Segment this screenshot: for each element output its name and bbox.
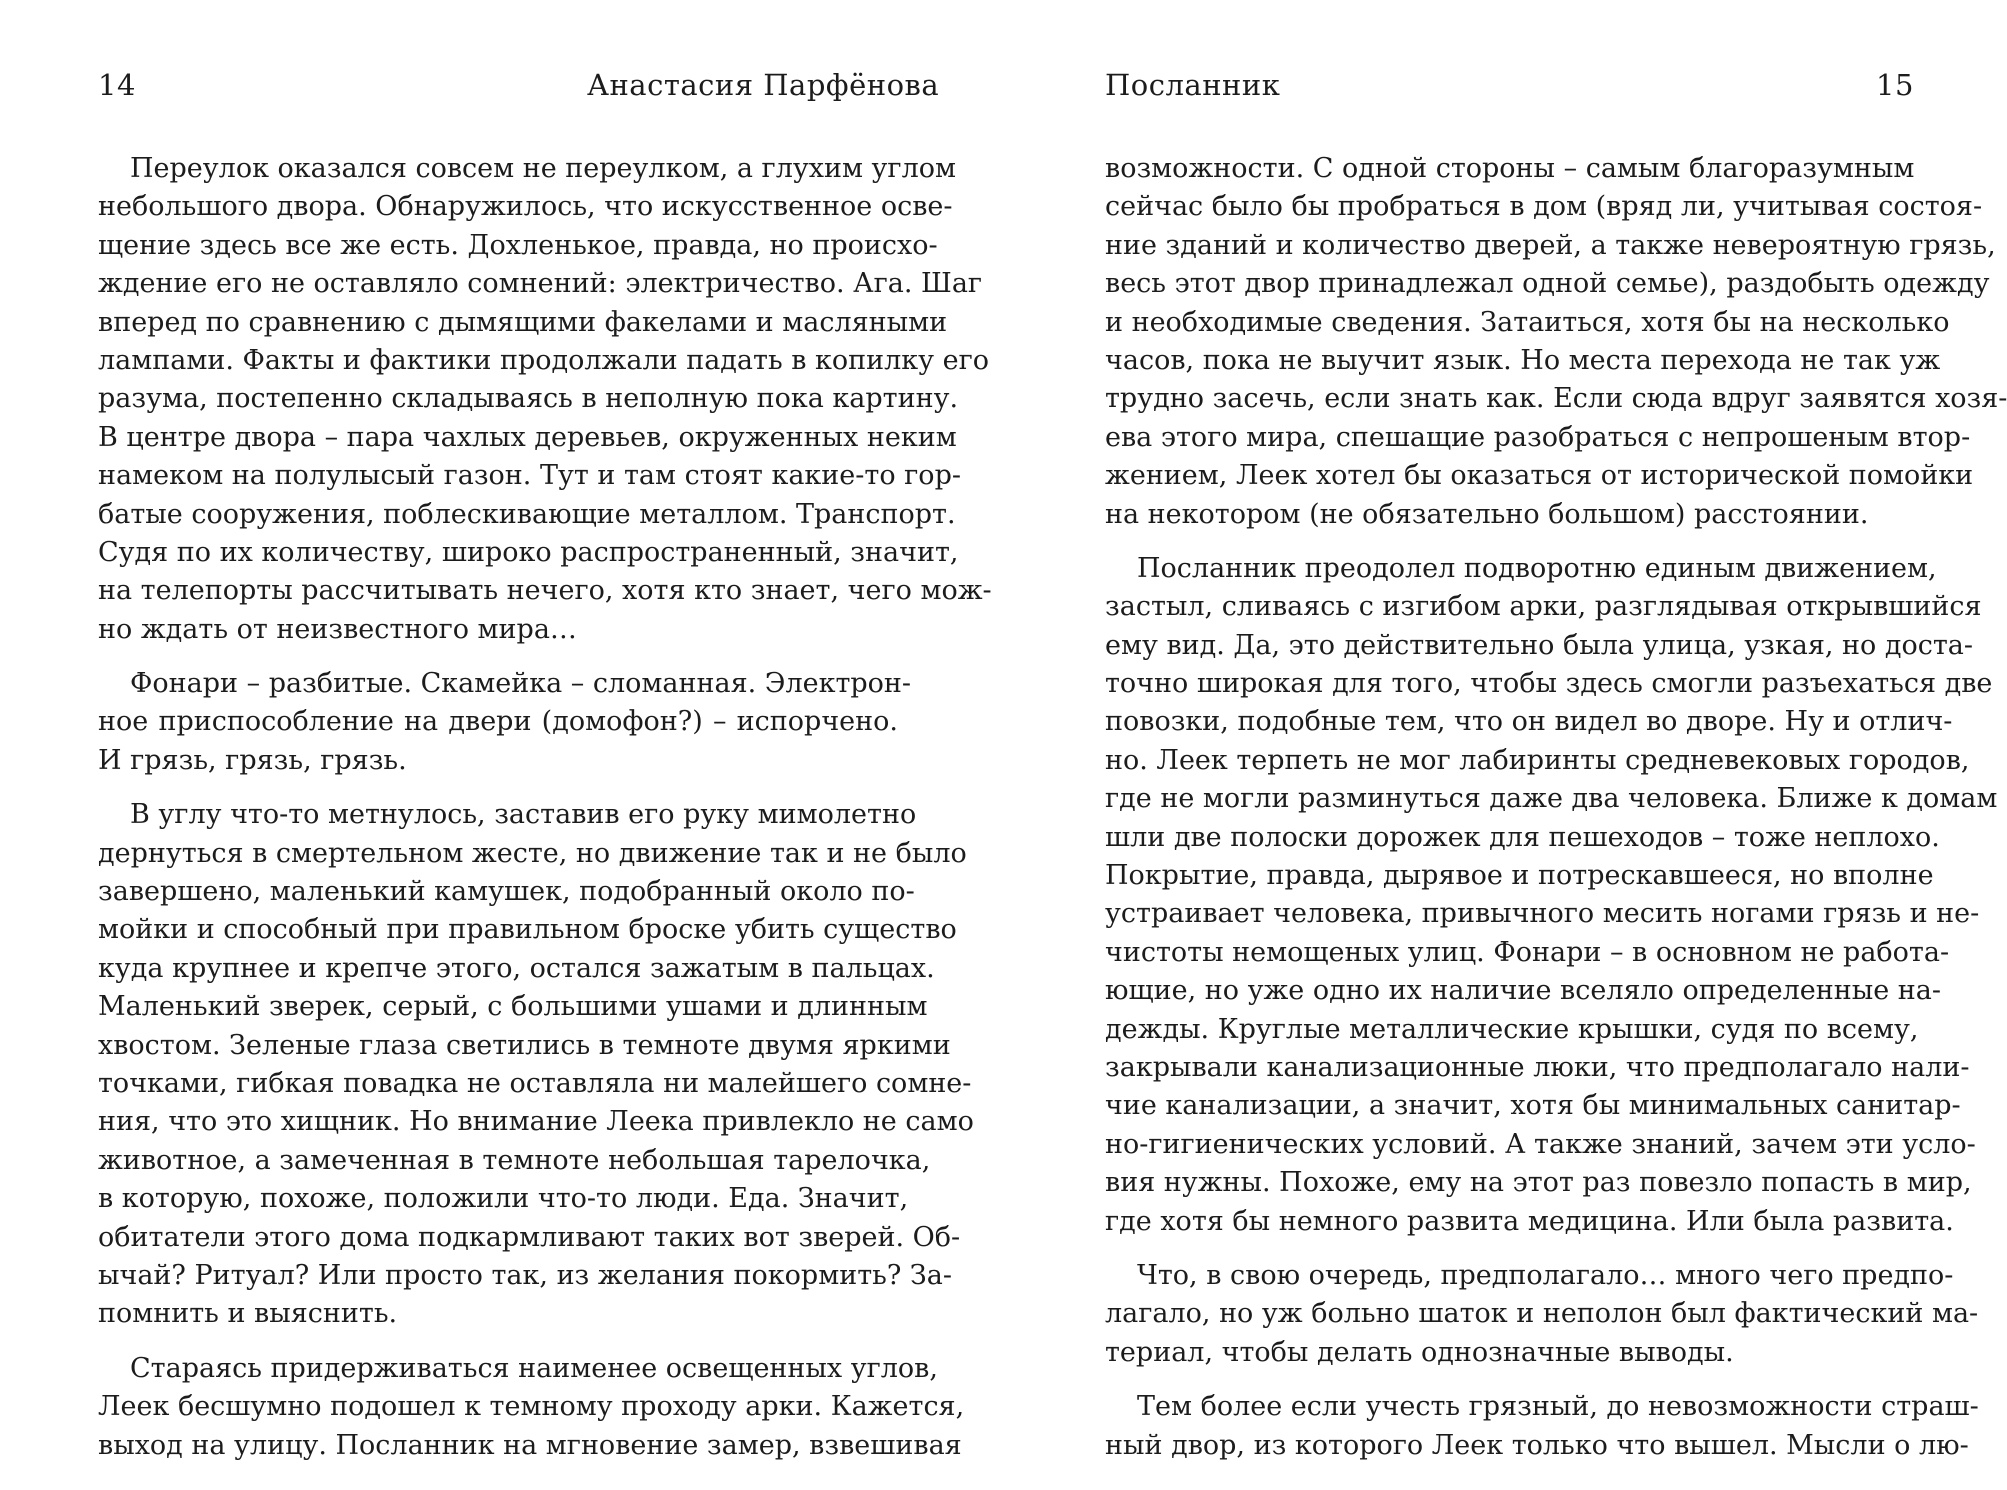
right-page	[1000, 0, 2007, 1490]
text-line: ный двор, из которого Леек только что вышел. Мысли о лю-	[1105, 1429, 1969, 1461]
text-line: ние зданий и количество дверей, а также невероятную грязь,	[1105, 229, 1996, 261]
text-line: точками, гибкая повадка не оставляла ни малейшего сомне-	[98, 1067, 972, 1099]
text-line: на некотором (не обязательно большом) расстоянии.	[1105, 498, 1869, 530]
paragraph	[1105, 1257, 1979, 1372]
text-line: дернуться в смертельном жесте, но движение так и не было	[98, 837, 967, 869]
text-line: повозки, подобные тем, что он видел во дворе. Ну и отлич-	[1105, 706, 1953, 738]
text-line: Переулок оказался совсем не переулком, а глухим углом	[130, 153, 956, 184]
text-line: закрывали канализационные люки, что предполагало нали-	[1105, 1051, 1970, 1083]
text-line: В центре двора – пара чахлых деревьев, окруженных неким	[98, 421, 957, 453]
text-line: часов, пока не выучит язык. Но места перехода не так уж	[1105, 344, 1941, 376]
paragraph	[98, 150, 992, 649]
paragraph	[1105, 550, 1998, 1241]
paragraph	[98, 665, 912, 780]
text-line: лампами. Факты и фактики продолжали падать в копилку его	[98, 344, 990, 376]
text-line: небольшого двора. Обнаружилось, что искусственное осве-	[98, 191, 953, 223]
text-line: щение здесь все же есть. Дохленькое, правда, но происхо-	[98, 229, 938, 261]
text-line: ычай? Ритуал? Или просто так, из желания покормить? За-	[98, 1259, 952, 1291]
page-number-right: 15	[1876, 68, 1914, 102]
text-line: вия нужны. Похоже, ему на этот раз повезло попасть в мир,	[1105, 1167, 1972, 1199]
text-line: жением, Леек хотел бы оказаться от исторической помойки	[1105, 460, 1974, 492]
text-line: и необходимые сведения. Затаиться, хотя бы на несколько	[1105, 306, 1950, 338]
text-line: застыл, сливаясь с изгибом арки, разглядывая открывшийся	[1105, 591, 1982, 623]
text-line: на телепорты рассчитывать нечего, хотя кто знает, чего мож-	[98, 575, 992, 607]
paragraph	[1105, 150, 2007, 534]
text-line: сейчас было бы пробраться в дом (вряд ли, учитывая состоя-	[1105, 191, 1983, 223]
text-line: В углу что-то метнулось, заставив его руку мимолетно	[130, 799, 917, 831]
text-line: завершено, маленький камушек, подобранный около по-	[98, 876, 915, 908]
text-line: животное, а замеченная в темноте небольшая тарелочка,	[98, 1144, 931, 1176]
running-head-author: Анастасия Парфёнова	[587, 68, 940, 102]
text-line: дежды. Круглые металлические крышки, судя по всему,	[1105, 1013, 1919, 1045]
text-line: где хотя бы немного развита медицина. Или была развита.	[1105, 1205, 1954, 1237]
text-line: И грязь, грязь, грязь.	[98, 744, 407, 776]
text-line: Леек бесшумно подошел к темному проходу арки. Кажется,	[98, 1391, 965, 1423]
text-line: ждение его не оставляло сомнений: электричество. Ага. Шаг	[98, 268, 983, 300]
text-line: ева этого мира, спешащие разобраться с непрошеным втор-	[1105, 421, 1971, 453]
text-line: Тем более если учесть грязный, до невозможности страш-	[1137, 1391, 1979, 1423]
text-line: ему вид. Да, это действительно была улица, узкая, но доста-	[1105, 629, 1974, 661]
text-line: Фонари – разбитые. Скамейка – сломанная. Электрон-	[130, 668, 912, 700]
text-line: Маленький зверек, серый, с большими ушами и длинным	[98, 991, 928, 1023]
text-line: ющие, но уже одно их наличие вселяло определенные на-	[1105, 975, 1942, 1007]
text-line: весь этот двор принадлежал одной семье), раздобыть одежду	[1105, 268, 1990, 300]
left-page	[0, 0, 1000, 1490]
text-line: Посланник преодолел подворотню единым движением,	[1137, 552, 1937, 584]
text-line: но ждать от неизвестного мира…	[98, 613, 577, 645]
text-line: но. Леек терпеть не мог лабиринты средневековых городов,	[1105, 744, 1970, 776]
text-line: ное приспособление на двери (домофон?) – испорчено.	[98, 706, 898, 738]
paragraph	[98, 1350, 965, 1465]
text-line: точно широкая для того, чтобы здесь смогли разъехаться две	[1105, 668, 1993, 700]
text-line: териал, чтобы делать однозначные выводы.	[1105, 1336, 1734, 1368]
paragraph	[1105, 1388, 1979, 1465]
paragraph	[98, 796, 974, 1333]
running-head-title: Посланник	[1105, 68, 1281, 102]
text-line: в которую, похоже, положили что-то люди. Еда. Значит,	[98, 1183, 909, 1215]
text-line: устраивает человека, привычного месить ногами грязь и не-	[1105, 898, 1980, 930]
text-line: Судя по их количеству, широко распространенный, значит,	[98, 536, 959, 568]
text-line: трудно засечь, если знать как. Если сюда вдруг заявятся хозя-	[1105, 383, 2007, 415]
text-line: ния, что это хищник. Но внимание Леека привлекло не само	[98, 1106, 974, 1138]
text-line: обитатели этого дома подкармливают таких вот зверей. Об-	[98, 1221, 961, 1253]
text-line: куда крупнее и крепче этого, остался зажатым в пальцах.	[98, 952, 935, 984]
text-line: чистоты немощеных улиц. Фонари – в основном не работа-	[1105, 936, 1950, 968]
right-body-text	[1105, 150, 2007, 1481]
text-line: возможности. С одной стороны – самым благоразумным	[1105, 153, 1915, 184]
text-line: намеком на полулысый газон. Тут и там стоят какие-то гор-	[98, 460, 961, 492]
text-line: лагало, но уж больно шаток и неполон был фактический ма-	[1105, 1298, 1979, 1330]
text-line: чие канализации, а значит, хотя бы минимальных санитар-	[1105, 1090, 1961, 1122]
text-line: но-гигиенических условий. А также знаний, зачем эти усло-	[1105, 1128, 1976, 1160]
text-line: выход на улицу. Посланник на мгновение замер, взвешивая	[98, 1429, 962, 1461]
text-line: Покрытие, правда, дырявое и потрескавшееся, но вполне	[1105, 860, 1934, 892]
text-line: Что, в свою очередь, предполагало… много чего предпо-	[1137, 1259, 1954, 1291]
left-body-text	[98, 150, 992, 1481]
text-line: помнить и выяснить.	[98, 1298, 398, 1330]
text-line: где не могли разминуться даже два человека. Ближе к домам	[1105, 783, 1998, 815]
text-line: шли две полоски дорожек для пешеходов – тоже неплохо.	[1105, 821, 1940, 853]
text-line: вперед по сравнению с дымящими факелами и масляными	[98, 306, 948, 338]
text-line: батые сооружения, поблескивающие металлом. Транспорт.	[98, 498, 956, 530]
text-line: мойки и способный при правильном броске убить существо	[98, 914, 957, 946]
text-line: разума, постепенно складываясь в неполную пока картину.	[98, 383, 959, 415]
text-line: хвостом. Зеленые глаза светились в темноте двумя яркими	[98, 1029, 951, 1061]
page-number-left: 14	[98, 68, 136, 102]
text-line: Стараясь придерживаться наименее освещенных углов,	[130, 1352, 938, 1384]
